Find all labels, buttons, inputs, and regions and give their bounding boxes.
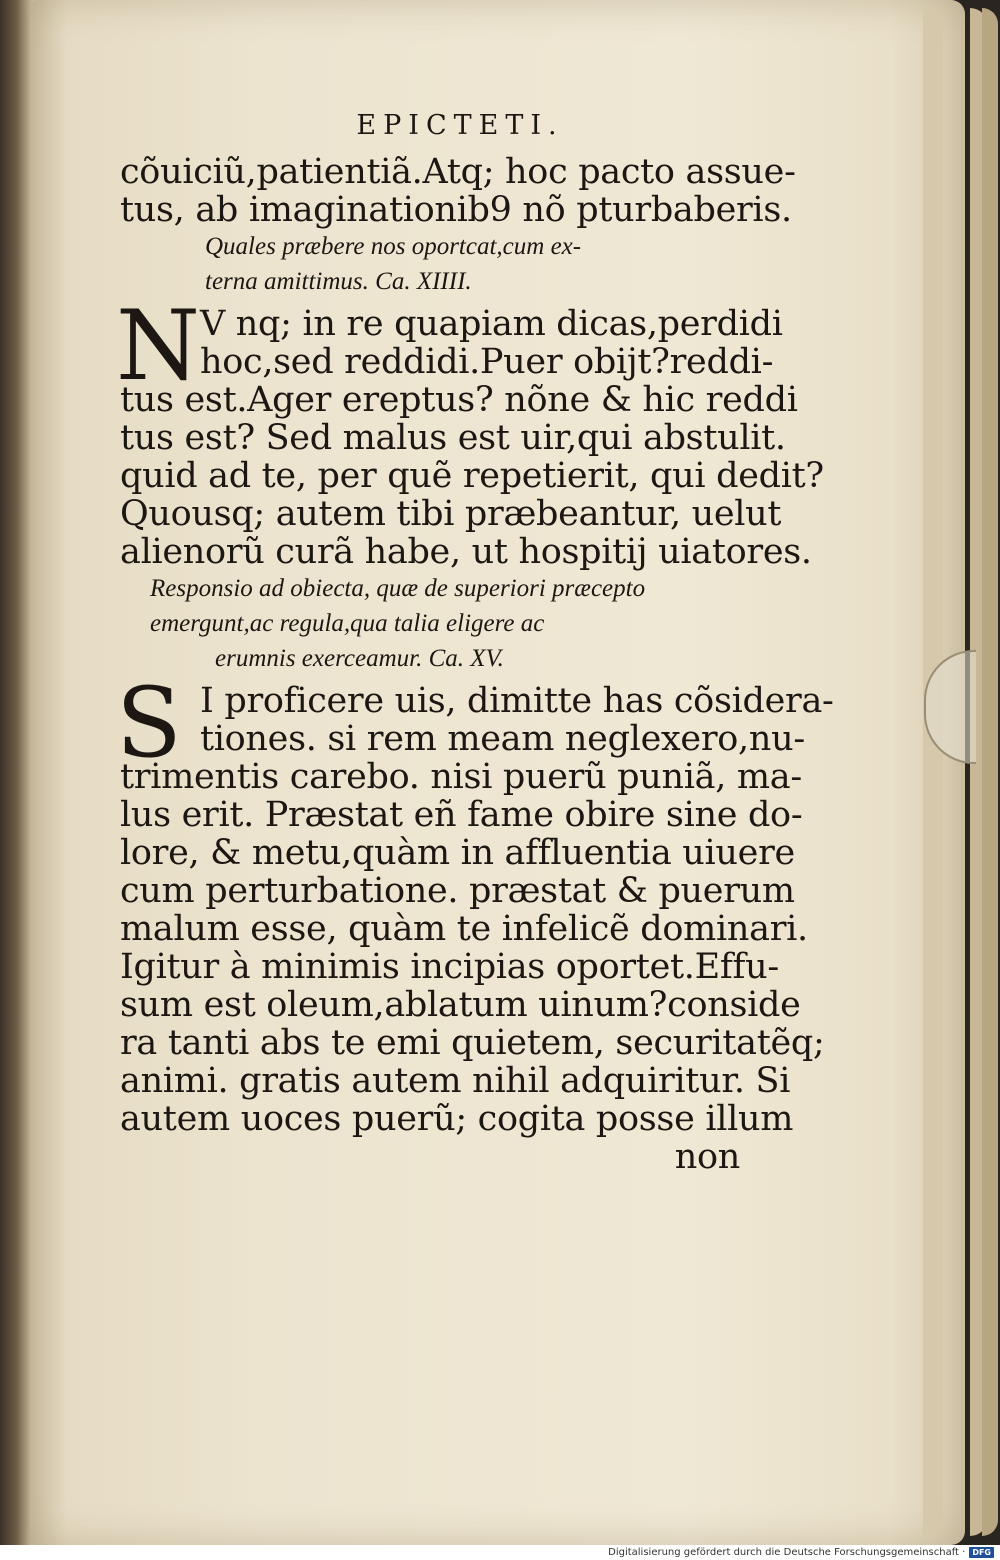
text-line: cõuiciũ,patientiã.Atq; hoc pacto assue- xyxy=(120,152,796,192)
text-line: hoc,sed reddidi.Puer obijt?reddi- xyxy=(200,342,774,382)
chapter-heading: Quales præbere nos oportcat,cum ex- xyxy=(205,233,582,260)
text-line: tiones. si rem meam neglexero,nu- xyxy=(200,719,805,759)
text-line: I proficere uis, dimitte has cõsidera- xyxy=(200,681,834,721)
text-line: lore, & metu,quàm in affluentia uiuere xyxy=(120,833,795,873)
text-line: Quousq; autem tibi præbeantur, uelut xyxy=(120,494,782,534)
text-line: alienorũ curã habe, ut hospitij uiatores. xyxy=(120,532,812,572)
chapter-heading: emergunt,ac regula,qua talia eligere ac xyxy=(150,610,545,637)
text-block xyxy=(116,110,834,1177)
text-line: lus erit. Præstat eñ fame obire sine do- xyxy=(120,795,803,835)
footer-bar xyxy=(0,1545,1000,1560)
text-line: autem uoces puerũ; cogita posse illum xyxy=(120,1099,794,1139)
text-line: ra tanti abs te emi quietem, securitatẽq; xyxy=(120,1023,825,1063)
text-line: trimentis carebo. nisi puerũ puniã, ma- xyxy=(120,757,802,797)
catchword: non xyxy=(674,1137,740,1177)
text-line: cum perturbatione. præstat & puerum xyxy=(120,871,795,911)
text-line: animi. gratis autem nihil adquiritur. Si xyxy=(120,1061,791,1101)
drop-cap: S xyxy=(116,667,182,779)
footer-text: Digitalisierung gefördert durch die Deutsche Forschungsgemeinschaft · xyxy=(608,1547,966,1558)
text-line: tus est? Sed malus est uir,qui abstulit. xyxy=(120,418,786,458)
page-edge xyxy=(923,8,943,1536)
text-line: V nq; in re quapiam dicas,perdidi xyxy=(200,304,783,344)
chapter-15 xyxy=(116,667,834,1177)
drop-cap: N xyxy=(116,290,200,402)
text-line: quid ad te, per quẽ repetierit, qui dedit? xyxy=(120,456,824,496)
dfg-logo: DFG xyxy=(969,1547,994,1558)
chapter-heading: Responsio ad obiecta, quæ de superiori præcepto xyxy=(150,575,646,602)
page-edge xyxy=(982,8,998,1536)
text-line: malum esse, quàm te infelicẽ dominari. xyxy=(120,909,808,949)
chapter-14 xyxy=(116,290,824,572)
chapter-heading: erumnis exerceamur. Ca. XV. xyxy=(215,645,504,672)
text-line: sum est oleum,ablatum uinum?conside xyxy=(120,985,801,1025)
running-head: EPICTETI. xyxy=(356,110,564,141)
text-line: tus est.Ager ereptus? nõne & hic reddi xyxy=(120,380,798,420)
text-line: Igitur à minimis incipias oportet.Effu- xyxy=(120,947,779,987)
chapter-heading: terna amittimus. Ca. XIIII. xyxy=(205,268,472,295)
text-line: tus, ab imaginationib9 nõ pturbaberis. xyxy=(120,190,792,230)
